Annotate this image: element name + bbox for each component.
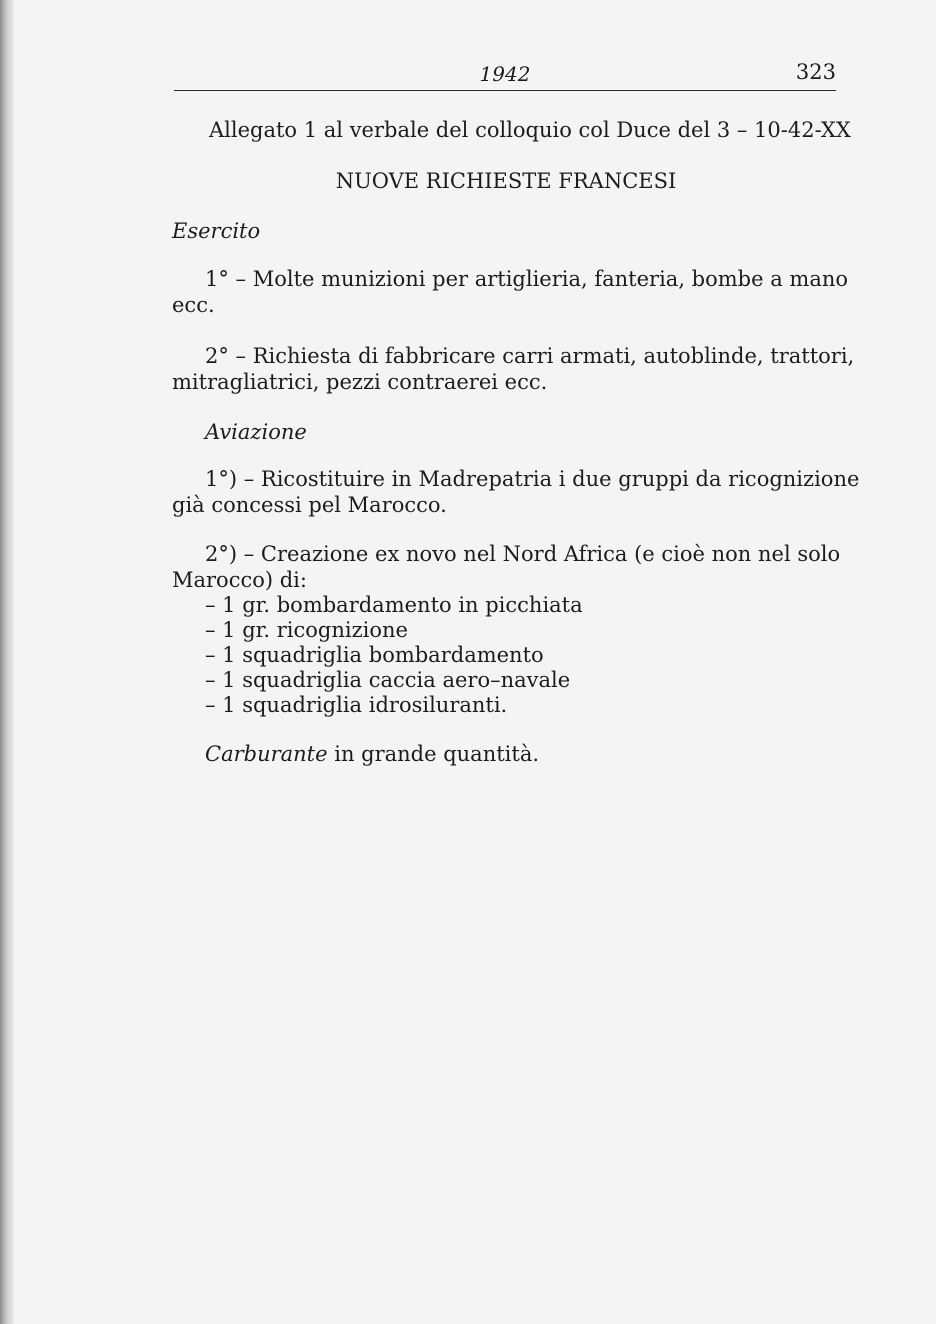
aviation-unit-2: – 1 gr. ricognizione <box>205 618 408 642</box>
aviation-unit-1: – 1 gr. bombardamento in picchiata <box>205 593 583 617</box>
aviation-unit-3: – 1 squadriglia bombardamento <box>205 643 544 667</box>
fuel-line <box>205 741 539 767</box>
army-item-2-line-2: mitragliatrici, pezzi contraerei ecc. <box>172 370 548 394</box>
aviation-item-1-line-1: 1°) – Ricostituire in Madrepatria i due gruppi da ricognizione <box>205 467 860 491</box>
aviation-item-2-line-2: Marocco) di: <box>172 568 307 592</box>
section-heading-army: Esercito <box>172 219 261 243</box>
page-number: 323 <box>795 60 836 84</box>
running-head-year: 1942 <box>479 62 531 86</box>
document-title: NUOVE RICHIESTE FRANCESI <box>335 169 677 193</box>
aviation-unit-4: – 1 squadriglia caccia aero–navale <box>205 668 571 692</box>
running-head <box>174 60 836 91</box>
fuel-label: Carburante <box>205 742 328 766</box>
fuel-text: in grande quantità. <box>327 742 540 766</box>
aviation-item-1-line-2: già concessi pel Marocco. <box>172 493 447 517</box>
army-item-2-line-1: 2° – Richiesta di fabbricare carri armati, autoblinde, trattori, <box>205 344 855 368</box>
aviation-unit-5: – 1 squadriglia idrosiluranti. <box>205 693 508 717</box>
aviation-item-2-line-1: 2°) – Creazione ex novo nel Nord Africa (e cioè non nel solo <box>205 542 841 566</box>
annex-line: Allegato 1 al verbale del colloquio col Duce del 3 – 10-42-XX <box>209 118 851 142</box>
army-item-1-line-2: ecc. <box>172 293 215 317</box>
army-item-1-line-1: 1° – Molte munizioni per artiglieria, fanteria, bombe a mano <box>205 267 849 291</box>
section-heading-aviation: Aviazione <box>205 420 307 444</box>
